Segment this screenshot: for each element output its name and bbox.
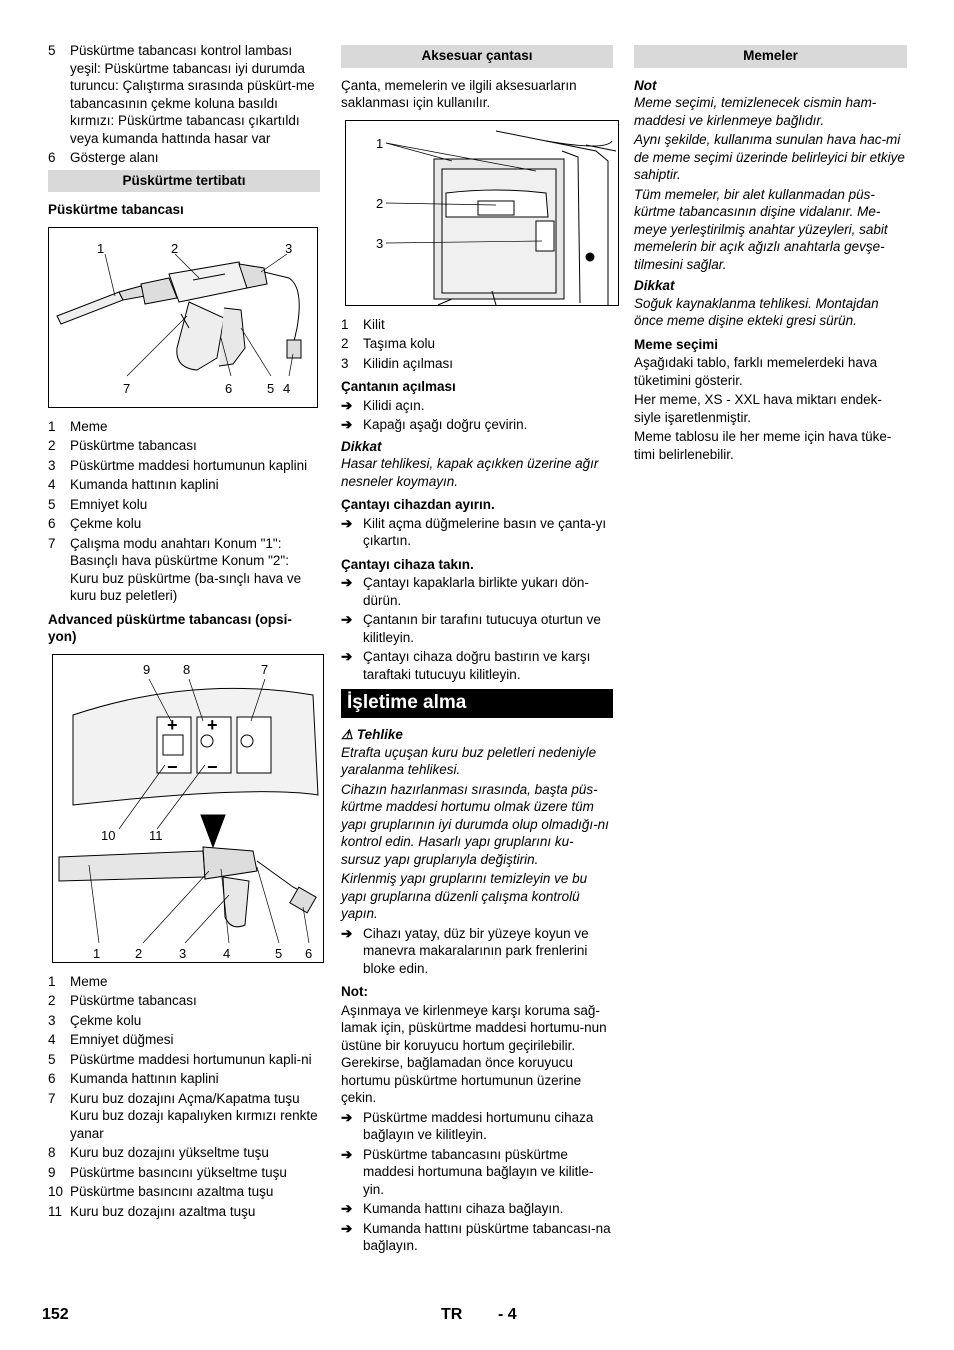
subsection-title: Çantayı cihazdan ayırın. bbox=[341, 497, 495, 512]
page-number: 152 bbox=[42, 1306, 69, 1323]
instruction-step: ➔ Çantayı cihaza doğru bastırın ve karşı taraftaki tutucuyu kilitleyin. bbox=[341, 649, 591, 682]
subsection-title: Meme seçimi bbox=[634, 336, 719, 352]
caution-text: Soğuk kaynaklanma tehlikesi. Montajdan önce meme dişine ekteki gresi sürün. bbox=[634, 295, 879, 328]
instruction-step: ➔ Çantanın bir tarafını tutucuya oturtun ve kilitleyin. bbox=[341, 612, 601, 645]
body-text: Her meme, XS - XXL hava miktarı endek-siyle işaretlenmiştir. bbox=[634, 392, 882, 425]
right-arrow-icon: ➔ bbox=[341, 1220, 353, 1236]
note-text: Tüm memeler, bir alet kullanmadan püs-kürtme tabancasının dişine vidalanır. Me-meye yerleştirilmiş anahtar yüzeyleri, sabit memelerin bir açık ağızlı anahtarla gevşe-tilmesini sağlar. bbox=[634, 186, 888, 272]
column-3 bbox=[634, 42, 907, 465]
instruction-step: ➔ Çantayı kapaklarla birlikte yukarı dön-dürün. bbox=[341, 575, 589, 608]
subsection-title: Çantanın açılması bbox=[341, 379, 456, 394]
callout-label: 7 bbox=[123, 380, 131, 396]
language-code: TR bbox=[441, 1306, 463, 1323]
instruction-step: ➔ Kumanda hattını cihaza bağlayın. bbox=[341, 1201, 564, 1216]
body-text: Meme tablosu ile her meme için hava tüke-timi belirlenebilir. bbox=[634, 429, 892, 462]
right-arrow-icon: ➔ bbox=[341, 417, 353, 432]
list-item: 6 Gösterge alanı bbox=[48, 150, 159, 165]
right-arrow-icon: ➔ bbox=[341, 612, 353, 627]
instruction-step: ➔ Kilidi açın. bbox=[341, 397, 425, 413]
section-page: - 4 bbox=[498, 1306, 517, 1323]
list-item: 11 Kuru buz dozajını azaltma tuşu bbox=[48, 1203, 256, 1219]
danger-title: ⚠ Tehlike bbox=[341, 727, 403, 742]
right-arrow-icon: ➔ bbox=[341, 1146, 353, 1162]
list-item: 2 Püskürtme tabancası bbox=[48, 438, 197, 453]
list-item: 3 Kilidin açılması bbox=[341, 355, 454, 371]
danger-text: Cihazın hazırlanması sırasında, başta püs-kürtme maddesi hortumu olmak üzere tüm yapı gruplarının iyi durumda olup olmadığı-nı kontrol edin. Hasarlı yapı gruplarını ku-sursuz yapı gruplarıyla değiştirin. bbox=[341, 781, 609, 867]
svg-text:+: + bbox=[167, 714, 178, 735]
parts-list-1 bbox=[48, 418, 320, 605]
right-arrow-icon: ➔ bbox=[341, 1201, 353, 1216]
list-item: 7 Çalışma modu anahtarı Konum "1": Basınçlı hava püskürtme Konum "2": Kuru buz püskürtme (ba-sınçlı hava ve kuru buz peletleri) bbox=[48, 535, 302, 603]
callout-label: 4 bbox=[283, 380, 291, 396]
callout-label: 9 bbox=[143, 661, 151, 677]
note-text: Aynı şekilde, kullanıma sunulan hava hac-mi de meme seçimi üzerinde belirleyici bir etkiye sahiptir. bbox=[634, 132, 905, 182]
list-item: 5 Emniyet kolu bbox=[48, 496, 148, 512]
list-item: 3 Püskürtme maddesi hortumunun kaplini bbox=[48, 457, 308, 473]
intro-text: Çanta, memelerin ve ilgili aksesuarların saklanması için kullanılır. bbox=[341, 77, 577, 110]
list-item: 6 Çekme kolu bbox=[48, 516, 142, 531]
advanced-spray-gun-drawing bbox=[53, 655, 323, 962]
accessory-bag-drawing bbox=[346, 121, 618, 305]
accessory-bag-figure bbox=[345, 120, 619, 306]
callout-label: 8 bbox=[183, 661, 191, 677]
list-item: 9 Püskürtme basıncını yükseltme tuşu bbox=[48, 1164, 287, 1180]
warning-triangle-icon: ⚠ bbox=[341, 727, 354, 742]
section-title: Memeler bbox=[634, 45, 907, 68]
callout-label: 10 bbox=[101, 827, 116, 843]
right-arrow-icon: ➔ bbox=[341, 397, 353, 413]
chapter-title: İşletime alma bbox=[341, 689, 613, 718]
list-item: 5 Püskürtme tabancası kontrol lambası yeşil: Püskürtme tabancası iyi durumda turuncu: Çalıştırma sırasında püskürt-me tabancasının çekme koluna basıldı kırmızı: Püskürtme tabancası çıkartıldı veya kumanda hattında hasar var bbox=[48, 43, 315, 146]
callout-label: 6 bbox=[305, 945, 313, 961]
subsection-title: Püskürtme tabancası bbox=[48, 202, 184, 217]
svg-text:+: + bbox=[207, 714, 218, 735]
svg-text:−: − bbox=[167, 756, 178, 777]
bag-parts-list bbox=[341, 316, 613, 373]
list-item: 4 Kumanda hattının kaplini bbox=[48, 477, 219, 492]
right-arrow-icon: ➔ bbox=[341, 515, 353, 531]
right-arrow-icon: ➔ bbox=[341, 925, 353, 941]
column-2 bbox=[341, 42, 613, 1257]
right-arrow-icon: ➔ bbox=[341, 649, 353, 664]
list-item: 5 Püskürtme maddesi hortumunun kapli-ni bbox=[48, 1051, 312, 1067]
list-item: 10 Püskürtme basıncını azaltma tuşu bbox=[48, 1184, 274, 1199]
subsection-title: Çantayı cihaza takın. bbox=[341, 556, 474, 572]
instruction-step: ➔ Kilit açma düğmelerine basın ve çanta-yı çıkartın. bbox=[341, 515, 607, 548]
right-arrow-icon: ➔ bbox=[341, 1109, 353, 1125]
callout-label: 4 bbox=[223, 945, 231, 961]
list-item: 3 Çekme kolu bbox=[48, 1012, 142, 1028]
svg-text:−: − bbox=[207, 756, 218, 777]
right-arrow-icon: ➔ bbox=[341, 575, 353, 590]
callout-label: 3 bbox=[285, 240, 293, 256]
note-title: Not bbox=[634, 77, 657, 93]
list-item: 2 Taşıma kolu bbox=[341, 336, 436, 351]
list-item: 1 Meme bbox=[48, 418, 108, 434]
callout-label: 3 bbox=[179, 945, 187, 961]
note-text: Aşınmaya ve kirlenmeye karşı koruma sağ-lamak için, püskürtme maddesi hortumu-nun üstüne bir koruyucu hortum geçirilebilir. Gerekirse, bağlamadan önce koruyucu hortumu püskürtme hortumunun üzerine çekin. bbox=[341, 1002, 607, 1105]
section-title: Püskürtme tertibatı bbox=[48, 170, 320, 193]
list-item: 6 Kumanda hattının kaplini bbox=[48, 1071, 219, 1086]
instruction-step: ➔ Kapağı aşağı doğru çevirin. bbox=[341, 417, 528, 432]
instruction-step: ➔ Püskürtme tabancasını püskürtme maddesi hortumuna bağlayın ve kilitle-yin. bbox=[341, 1146, 594, 1197]
list-item: 1 Kilit bbox=[341, 316, 385, 332]
callout-label: 7 bbox=[261, 661, 269, 677]
instruction-step: ➔ Cihazı yatay, düz bir yüzeye koyun ve manevra makaralarının park frenlerini bloke edin. bbox=[341, 925, 589, 976]
spray-gun-figure bbox=[48, 227, 318, 408]
note-text: Meme seçimi, temizlenecek cismin ham-maddesi ve kirlenmeye bağlıdır. bbox=[634, 95, 877, 128]
callout-label: 2 bbox=[376, 195, 384, 211]
list-item: 7 Kuru buz dozajını Açma/Kapatma tuşu Kuru buz dozajı kapalıyken kırmızı renkte yanar bbox=[48, 1090, 318, 1141]
callout-label: 5 bbox=[275, 945, 283, 961]
callout-label: 3 bbox=[376, 235, 384, 251]
callout-label: 11 bbox=[149, 827, 163, 843]
callout-label: 2 bbox=[135, 945, 143, 961]
note-title: Not: bbox=[341, 984, 368, 999]
column-1 bbox=[48, 42, 320, 1222]
body-text: Aşağıdaki tablo, farklı memelerdeki hava tüketimini gösterir. bbox=[634, 355, 878, 388]
spray-gun-drawing bbox=[49, 228, 317, 407]
caution-title: Dikkat bbox=[634, 278, 675, 293]
caution-title: Dikkat bbox=[341, 438, 382, 454]
list-item: 4 Emniyet düğmesi bbox=[48, 1032, 174, 1047]
instruction-step: ➔ Püskürtme maddesi hortumunu cihaza bağlayın ve kilitleyin. bbox=[341, 1109, 594, 1142]
danger-text: Etrafta uçuşan kuru buz peletleri nedeniyle yaralanma tehlikesi. bbox=[341, 744, 597, 777]
parts-list-2 bbox=[48, 973, 320, 1221]
callout-label: 2 bbox=[171, 240, 179, 256]
callout-label: 1 bbox=[97, 240, 105, 256]
callout-label: 1 bbox=[376, 135, 384, 151]
section-title: Aksesuar çantası bbox=[341, 45, 613, 68]
list-item: 8 Kuru buz dozajını yükseltme tuşu bbox=[48, 1145, 269, 1160]
callout-label: 1 bbox=[93, 945, 101, 961]
list-item: 1 Meme bbox=[48, 973, 108, 989]
advanced-spray-gun-figure bbox=[52, 654, 324, 963]
danger-text: Kirlenmiş yapı gruplarını temizleyin ve bu yapı gruplarına düzenli çalışma kontrolü yapın. bbox=[341, 871, 588, 921]
caution-text: Hasar tehlikesi, kapak açıkken üzerine ağır nesneler koymayın. bbox=[341, 456, 599, 489]
callout-label: 5 bbox=[267, 380, 275, 396]
subsection-title: Advanced püskürtme tabancası (opsi-yon) bbox=[48, 611, 292, 644]
list-item: 2 Püskürtme tabancası bbox=[48, 993, 197, 1008]
instruction-step: ➔ Kumanda hattını püskürtme tabancası-na bağlayın. bbox=[341, 1220, 611, 1253]
callout-label: 6 bbox=[225, 380, 233, 396]
